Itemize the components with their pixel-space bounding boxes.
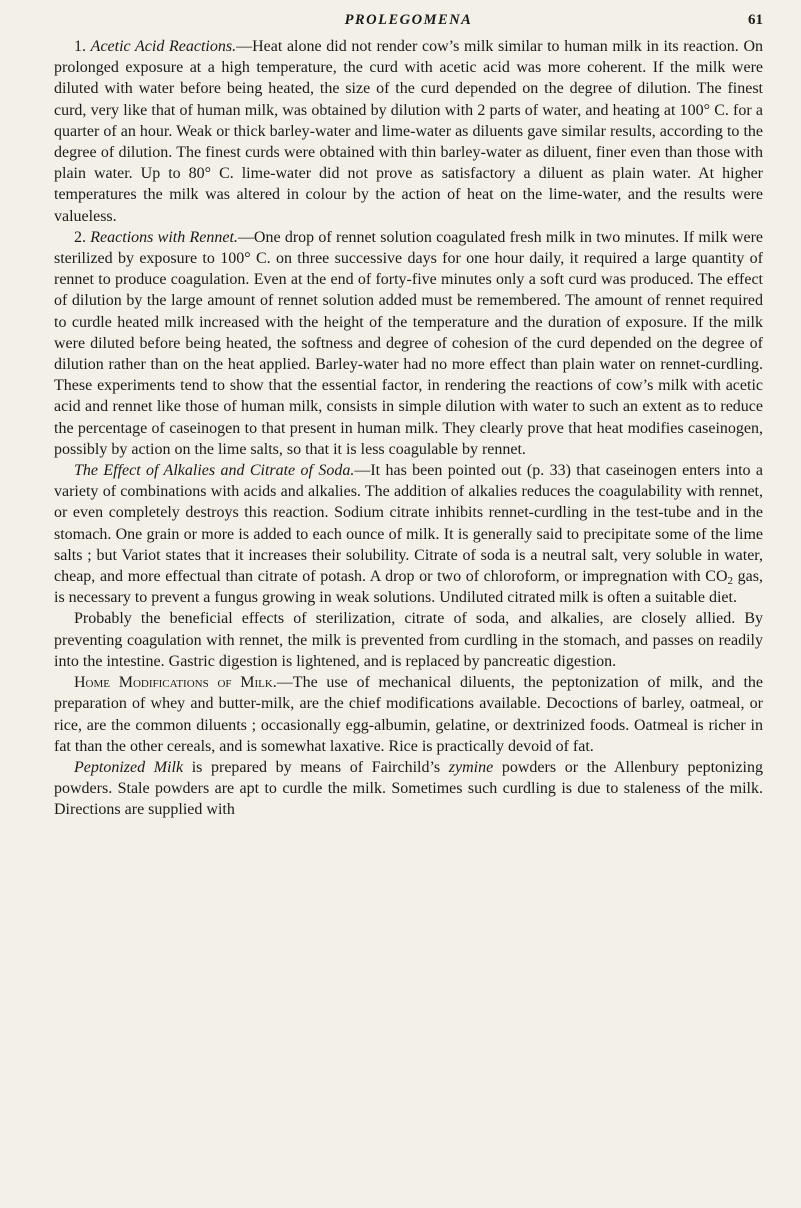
- paragraph-text: gas, is necessary to prevent a fungus growing in weak solutions. Undiluted citrated milk is often a suitable diet.: [54, 568, 764, 607]
- paragraph-text: is prepared by means of Fairchild’s: [183, 758, 449, 776]
- italic-term: zymine: [448, 758, 494, 776]
- paragraph-text: powders or the Allenbury peptonizing powders. Stale powders are apt to curdle the milk. Sometimes such curdling is due to staleness of the milk. Directions are supplied with: [54, 758, 764, 819]
- section-number: 1.: [74, 38, 91, 55]
- paragraph-text: —Heat alone did not render cow’s milk similar to human milk in its reaction. On prolonged exposure at a high temperature, the curd with acetic acid was more coherent. If the milk were diluted with water before being heated, the size of the curd depended on the degree of dilution. The finest curd, very like that of human milk, was obtained by dilution with 2 parts of water, and heating at 100° C. for a quarter of an hour. Weak or thick barley-water and lime-water as diluents gave similar results, according to the degree of dilution. The finest curds were obtained with thin barley-water as diluent, finer even than those with plain water. Up to 80° C. lime-water did not prove as satisfactory a diluent as plain water. At higher temperatures the milk was altered in colour by the action of heat on the lime-water, and the results were valueless.: [54, 38, 764, 225]
- paragraph-peptonized: [54, 757, 763, 821]
- running-head: PROLEGOMENA: [344, 12, 473, 28]
- section-heading: Peptonized Milk: [74, 758, 184, 776]
- paragraph-text: —It has been pointed out (p. 33) that caseinogen enters into a variety of combinations with acids and alkalies. The addition of alkalies reduces the coagulability with rennet, or even completely destroys this reaction. Sodium citrate inhibits rennet-curdling in the test-tube and in the stomach. One grain or more is added to each ounce of milk. It is generally said to precipitate some of the lime salts ; but Variot states that it increases their solubility. Citrate of soda is a neutral salt, very soluble in water, cheap, and more effectual than citrate of potash. A drop or two of chloroform, or impregnation with CO: [54, 462, 763, 586]
- paragraph-rennet: [54, 227, 763, 460]
- section-number: 2.: [74, 228, 91, 246]
- section-heading: Acetic Acid Reactions.: [90, 38, 237, 55]
- paragraph-text: —The use of mechanical diluents, the peptonization of milk, and the preparation of whey and butter-milk, are the chief modifications available. Decoctions of barley, oatmeal, or rice, are the common diluents ; occasionally egg-albumin, gelatine, or dextrinized foods. Oatmeal is richer in fat than the other cereals, and is somewhat laxative. Rice is practically devoid of fat.: [54, 674, 764, 755]
- page-number: 61: [748, 12, 763, 28]
- page-body: [54, 36, 763, 821]
- page-header: [54, 0, 763, 36]
- paragraph-text: Probably the beneficial effects of sterilization, citrate of soda, and alkalies, are closely allied. By preventing coagulation with rennet, the milk is prevented from curdling in the stomach, and passes on readily into the intestine. Gastric digestion is lightened, and is replaced by pancreatic digestion.: [54, 610, 763, 670]
- section-heading: Reactions with Rennet.: [90, 228, 238, 246]
- paragraph-text: —One drop of rennet solution coagulated fresh milk in two minutes. If milk were sterilized by exposure to 100° C. on three successive days for one hour daily, it required a large quantity of rennet to produce coagulation. Even at the end of forty-five minutes only a soft curd was produced. The effect of dilution by the large amount of rennet solution added must be remembered. The amount of rennet required to curdle heated milk increased with the height of the temperature and the duration of exposure. If the milk were diluted before being heated, the softness and degree of cohesion of the curd depended on the degree of dilution rather than on the heat applied. Barley-water had no more effect than plain water on rennet-curdling. These experiments tend to show that the essential factor, in rendering the reactions of cow’s milk with acetic acid and rennet like those of human milk, consists in simple dilution with water to such an extent as to reduce the percentage of caseinogen to that present in human milk. They clearly prove that heat modifies caseinogen, possibly by action on the lime salts, so that it is less coagulable by rennet.: [54, 228, 764, 458]
- paragraph-acetic-acid: [54, 36, 763, 227]
- paragraph-home-modifications: [54, 672, 763, 757]
- section-heading: Home Modifications of Milk.: [74, 674, 277, 692]
- subscript: 2: [727, 575, 734, 588]
- paragraph-alkalies: [54, 460, 763, 608]
- paragraph-sterilization: [54, 608, 763, 672]
- section-heading: The Effect of Alkalies and Citrate of Soda.: [74, 462, 355, 480]
